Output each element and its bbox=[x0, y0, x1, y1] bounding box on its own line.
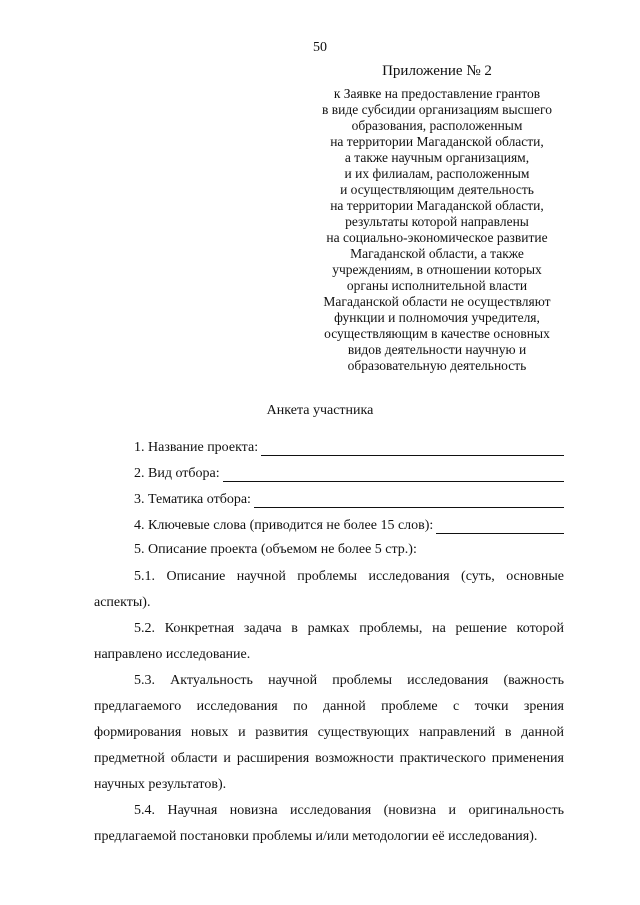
appendix-subtitle-line: и осуществляющим деятельность bbox=[340, 182, 534, 197]
appendix-subtitle bbox=[305, 86, 569, 374]
appendix-subtitle-line: органы исполнительной власти bbox=[346, 278, 528, 293]
appendix-subtitle-line: образовательную деятельность bbox=[347, 358, 527, 373]
paragraph-5-1: 5.1. Описание научной проблемы исследования (суть, основные аспекты). bbox=[94, 569, 564, 610]
appendix-subtitle-line: к Заявке на предоставление грантов bbox=[333, 86, 541, 101]
keywords-blank[interactable] bbox=[436, 519, 564, 534]
selection-type-blank[interactable] bbox=[223, 467, 564, 482]
appendix-subtitle-line: на территории Магаданской области, bbox=[330, 198, 544, 213]
field-selection-topic[interactable] bbox=[134, 490, 564, 508]
appendix-subtitle-line: результаты которой направлены bbox=[345, 214, 529, 229]
appendix-subtitle-line: на территории Магаданской области, bbox=[330, 134, 544, 149]
field-selection-topic-label: 3. Тематика отбора: bbox=[134, 492, 251, 507]
field-keywords-label: 4. Ключевые слова (приводится не более 15 слов): bbox=[134, 518, 434, 533]
appendix-subtitle-line: осуществляющим в качестве основных bbox=[324, 326, 550, 341]
field-project-name-label: 1. Название проекта: bbox=[134, 440, 259, 455]
field-selection-type[interactable] bbox=[134, 464, 564, 482]
appendix-subtitle-line: и их филиалам, расположенным bbox=[344, 166, 530, 181]
appendix-subtitle-line: учреждениям, в отношении которых bbox=[332, 262, 542, 277]
appendix-subtitle-line: в виде субсидии организациям высшего bbox=[322, 102, 552, 117]
appendix-subtitle-line: Магаданской области, а также bbox=[350, 246, 524, 261]
project-name-blank[interactable] bbox=[261, 441, 564, 456]
appendix-subtitle-line: на социально-экономическое развитие bbox=[326, 230, 548, 245]
appendix-subtitle-line: а также научным организациям, bbox=[344, 150, 530, 165]
appendix-subtitle-line: видов деятельности научную и bbox=[347, 342, 527, 357]
form-title: Анкета участника bbox=[266, 403, 374, 418]
paragraph-5-2: 5.2. Конкретная задача в рамках проблемы, на решение которой направлено исследование. bbox=[94, 621, 564, 662]
item-5-heading: 5. Описание проекта (объемом не более 5 стр.): bbox=[134, 542, 417, 557]
appendix-subtitle-line: образования, расположенным bbox=[351, 118, 523, 133]
appendix-subtitle-line: функции и полномочия учредителя, bbox=[334, 310, 540, 325]
selection-topic-blank[interactable] bbox=[254, 493, 564, 508]
field-keywords[interactable] bbox=[134, 516, 564, 534]
appendix-title: Приложение № 2 bbox=[382, 63, 492, 79]
field-selection-type-label: 2. Вид отбора: bbox=[134, 466, 220, 481]
paragraph-5-3: 5.3. Актуальность научной проблемы исследования (важность предлагаемого исследования по данной проблеме с точки зрения формирования новых и развития существующих направлений в данной предметной области и расширения возможности практического применения научных результатов). bbox=[94, 673, 564, 792]
page-number: 50 bbox=[313, 40, 327, 55]
paragraph-5-4: 5.4. Научная новизна исследования (новизна и оригинальность предлагаемой постановки проблемы и/или методологии её исследования). bbox=[94, 803, 564, 844]
appendix-subtitle-line: Магаданской области не осуществляют bbox=[323, 294, 551, 309]
field-project-name[interactable] bbox=[134, 438, 564, 456]
